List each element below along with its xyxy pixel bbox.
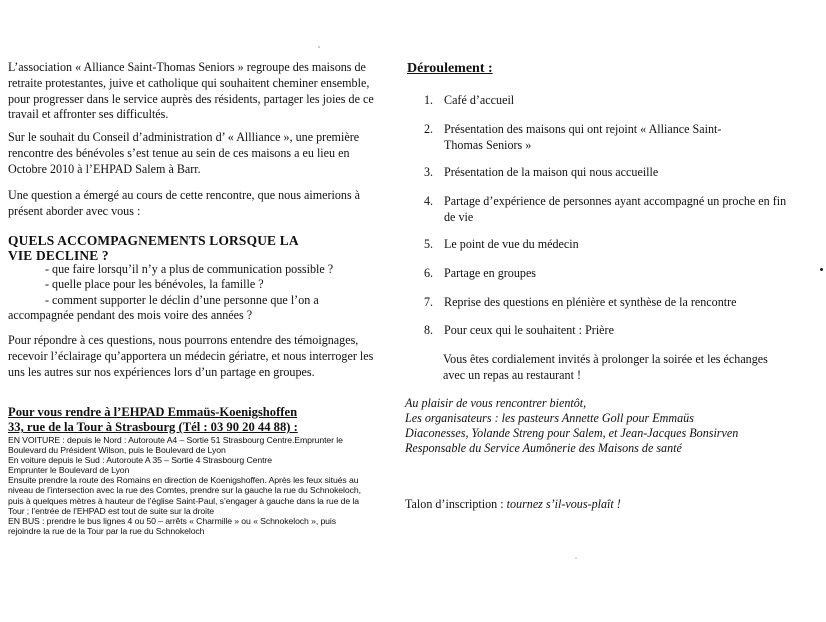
intro-paragraph-2: Sur le souhait du Conseil d’administration d’ « Allliance », une première rencontre des bénévoles s’est tenue au sein de ces maisons a eu lieu en Octobre 2010 à l’EHPAD Salem à Barr. [8,130,360,176]
item-number: 8. [424,323,434,337]
directions-line: EN BUS : prendre le bus lignes 4 ou 50 – arrêts « Charmille » ou « Schnokeloch », puis [8,515,336,526]
item-number: 5. [424,237,434,251]
directions-title-line-1: Pour vous rendre à l’EHPAD Emmaüs-Koenigshoffen [8,405,298,419]
item-text: Présentation de la maison qui nous accueille [444,165,659,179]
invitation-paragraph: Vous êtes cordialement invités à prolonger la soirée et les échanges avec un repas au restaurant ! [443,352,768,382]
list-item-continuation: accompagnée pendant des mois voire des années ? [8,308,253,323]
intro-paragraph-3: Une question a émergé au cours de cette rencontre, que nous aimerions à présent aborder avec vous : [8,188,361,218]
signoff-line: Au plaisir de vous rencontrer bientôt, [405,396,587,410]
list-item: - comment supporter le déclin d’une personne que l’on a [45,292,319,307]
intro-paragraph-1: L’association « Alliance Saint-Thomas Seniors » regroupe des maisons de retraite protestantes, juive et catholique qui souhaitent cheminer ensemble, pour progresser dans le service auprès des résidents, partager les joies de ce travail et affronter ses difficultés. [8,60,374,122]
scan-speck [575,557,577,559]
directions-line: puis à quelques mètres à hauteur de l’église Saint-Paul, s’engager à gauche dans la rue de la [8,495,359,506]
directions-line: Ensuite prendre la route des Romains en direction de Koenigshoffen. Après les feux situés au [8,475,359,486]
directions-text [8,435,386,536]
question-list [8,262,386,324]
talon-label: Talon d’inscription : [405,497,504,511]
scan-speck [820,268,823,271]
directions-line: niveau de l’intersection avec la rue des Comtes, prendre sur la gauche la rue du Schnokeloch, [8,485,361,496]
item-text: Partage d’expérience de personnes ayant accompagné un proche en fin de vie [444,194,787,224]
directions-title-line-2: 33, rue de la Tour à Strasbourg (Tél : 03 90 20 44 88) : [8,420,298,434]
item-number: 3. [424,165,434,179]
signoff-line: Les organisateurs : les pasteurs Annette Goll pour Emmaüs [405,411,694,425]
list-item: - que faire lorsqu’il n’y a plus de communication possible ? [45,262,334,276]
intro-paragraph-4: Pour répondre à ces questions, nous pourrons entendre des témoignages, recevoir l’éclairage qu’apportera un médecin gériatre, et nous interroger les uns les autres sur nos expériences lors d’un partage en groupes. [8,333,374,379]
signoff-line: Responsable du Service Aumônerie des Maisons de santé [405,441,682,455]
signoff-line: Diaconesses, Yolande Streng pour Salem, et Jean-Jacques Bonsirven [405,426,739,440]
directions-line: Tour ; l’entrée de l’EHPAD est tout de suite sur la droite [8,505,215,516]
directions-line: rejoindre la rue de la Tour par la rue du Schnokeloch [8,525,205,536]
schedule-title: Déroulement : [407,61,493,76]
item-text: Partage en groupes [444,266,537,280]
directions-line: Boulevard du Président Wilson, puis le Boulevard de Lyon [8,445,226,456]
talon-instruction: tournez s’il-vous-plaît ! [506,497,621,511]
item-number: 6. [424,266,434,280]
list-item: - quelle place pour les bénévoles, la famille ? [45,277,264,292]
item-number: 2. [424,122,434,136]
directions-line: EN VOITURE : depuis le Nord : Autoroute A4 – Sortie 51 Strasbourg Centre.Emprunter le [8,435,343,445]
scan-speck [318,46,320,48]
item-number: 4. [424,194,434,208]
directions-line: Emprunter le Boulevard de Lyon [8,465,130,476]
item-number: 1. [424,93,434,107]
item-text: Présentation des maisons qui ont rejoint « Alliance Saint-Thomas Seniors » [444,122,722,152]
item-text: Reprise des questions en plénière et synthèse de la rencontre [444,295,737,309]
item-text: Le point de vue du médecin [444,237,579,251]
directions-line: En voiture depuis le Sud : Autoroute A 35 – Sortie 4 Strasbourg Centre [8,455,272,466]
registration-slip-note [405,497,621,512]
question-heading: QUELS ACCOMPAGNEMENTS LORSQUE LA VIE DECLINE ? [8,233,299,263]
item-number: 7. [424,295,434,309]
item-text: Pour ceux qui le souhaitent : Prière [444,323,614,337]
item-text: Café d’accueil [444,93,515,107]
